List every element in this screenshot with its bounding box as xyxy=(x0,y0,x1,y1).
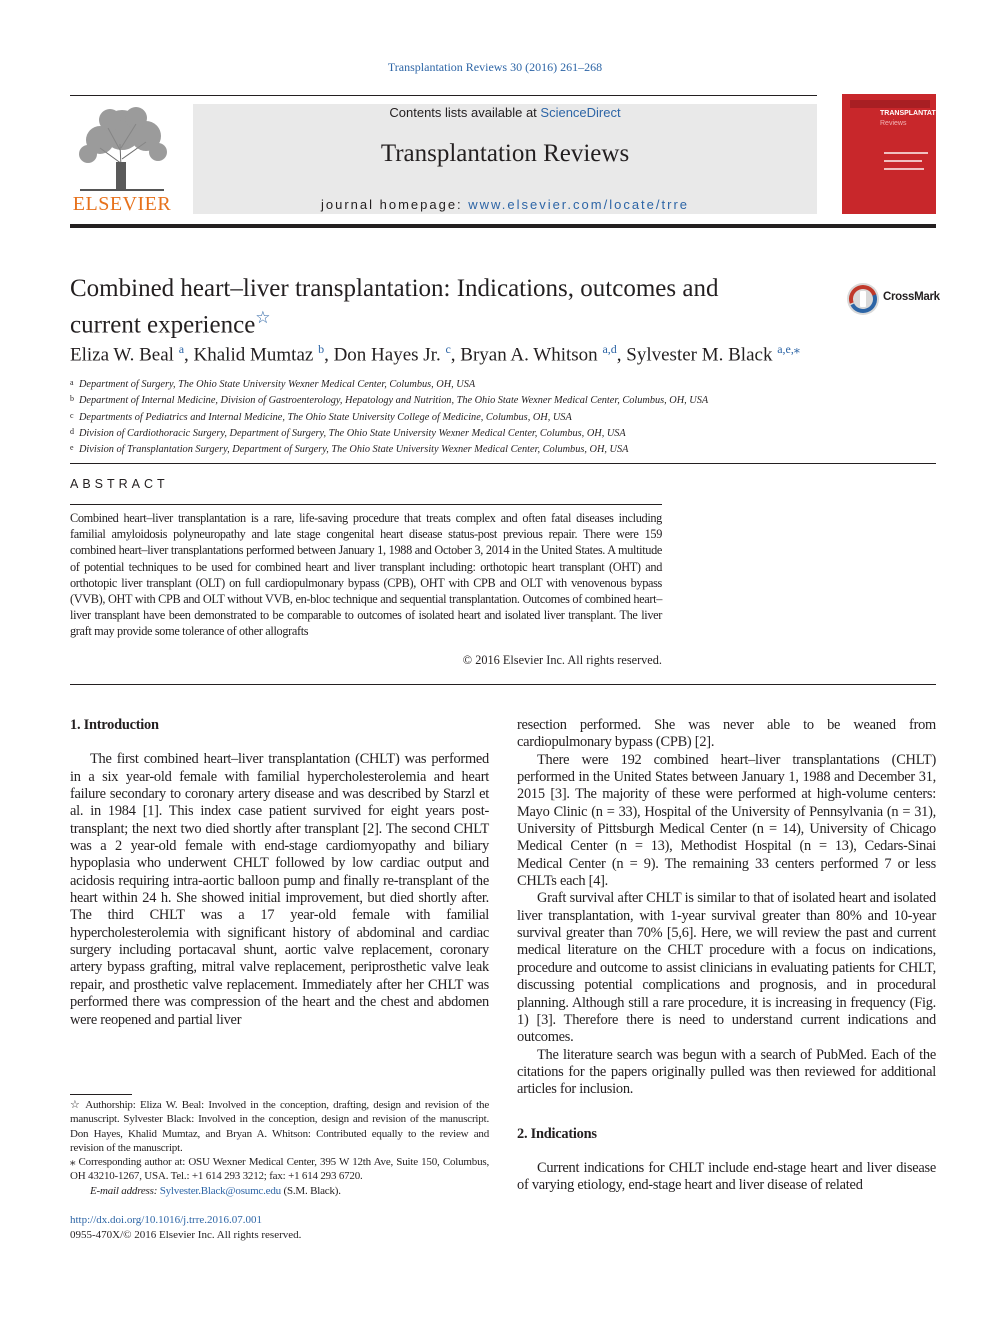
cover-line xyxy=(884,152,928,154)
email-suffix: (S.M. Black). xyxy=(280,1184,341,1197)
paper-title xyxy=(70,274,790,339)
doi-link[interactable]: http://dx.doi.org/10.1016/j.trre.2016.07.001 xyxy=(70,1214,262,1226)
body-paragraph: Graft survival after CHLT is similar to that of isolated heart and isolated liver transplantation, with 1-year survival greater than 80% and 10-year survival greater than 70% [5,6]. Here, we will review the past and current medical literature on the CHLT procedure with a focus on indications, procedure and outcome to assist clinicians in evaluating patients for CHLT, discussing potential complications and prognosis, and in procedural planning. Although still a rare procedure, it is increasing in frequency (Fig. 1) [3]. Therefore there is need to understand current indications and outcomes. xyxy=(517,890,936,1046)
body-paragraph: The literature search was begun with a search of PubMed. Each of the citations for the papers originally pulled was then reviewed for additional articles for inclusion. xyxy=(517,1046,936,1098)
affiliation-text: Department of Internal Medicine, Division of Gastroenterology, Hepatology and Nutrition, The Ohio State Wexner Medical Center, Columbus, OH, USA xyxy=(79,395,709,407)
affiliation-mark: b xyxy=(70,394,74,404)
section-heading-introduction: 1. Introduction xyxy=(70,717,159,733)
cover-line xyxy=(884,160,922,162)
affiliation-text: Departments of Pediatrics and Internal Medicine, The Ohio State University College of Medicine, Columbus, OH, USA xyxy=(79,411,572,423)
body-paragraph: There were 192 combined heart–liver transplantations (CHLT) performed in the United States between January 1, 1988 and December 31, 2015 [3]. The majority of these were performed at high-volume centers: Mayo Clinic (n = 33), Hospital of the University of Pennsylvania (n = 31), University of Pittsburgh Medical Center (n = 14), University of Chicago Medical Center (n = 13), Methodist Hospital (n = 13), Cedars-Sinai Medical Center (n = 9). The remaining 33 centers performed 7 or less CHLTs each [4]. xyxy=(517,751,936,890)
affiliation-list xyxy=(70,376,930,457)
sciencedirect-link[interactable]: ScienceDirect xyxy=(540,105,621,120)
affiliation-text: Department of Surgery, The Ohio State University Wexner Medical Center, Columbus, OH, USA xyxy=(79,379,476,390)
author-list: Eliza W. Beal $^a$, Khalid Mumtaz $^b$, Don Hayes Jr. $^c$, Bryan A. Whitson $^{a,d}$, Sylvester M. Black $^{a,e,⁎}$ xyxy=(70,342,800,366)
author-affiliation-mark[interactable]: b xyxy=(318,342,325,356)
body-paragraph: The first combined heart–liver transplantation (CHLT) was performed in a six year-old female with familial hypercholesterolemia and heart failure secondary to coronary artery disease and was described by Starzl et al. in 1984 [1]. This index case patient survived for eight years post-transplant; the next two died shortly after transplant [2]. The second CHLT was a 2 year-old female with end-stage cardiomyopathy and biliary hypoplasia who underwent CHLT followed by low cardiac output and acidosis requiring intra-aortic balloon pump and finally re-transplant of the heart within 24 h. She showed initial improvement, but died shortly after. The third CHLT was a 17 year-old female with familial hypercholesterolemia with significant history of abdominal and cardiac surgery including portacaval shunt, aortic valve replacement, coronary artery bypass grafting, mitral valve replacement, periprosthetic valve leak repair, and prosthetic valve replacement. Immediately after her CHLT was performed there was compression of the heart and the chest and abdomen were reopened and partial liver xyxy=(70,751,489,1028)
journal-homepage-line xyxy=(193,197,817,212)
crossmark-badge[interactable] xyxy=(846,282,940,316)
cover-subtitle: Reviews xyxy=(880,120,907,127)
affiliation-item xyxy=(70,376,930,392)
affiliation-item xyxy=(70,392,930,408)
affiliation-text: Division of Transplantation Surgery, Department of Surgery, The Ohio State University Wexner Medical Center, Columbus, OH, USA xyxy=(79,444,629,456)
footnote-corresponding-author: ⁎ Corresponding author at: OSU Wexner Medical Center, 395 W 12th Ave, Suite 150, Columbus, OH 43210-1267, USA. Tel.: +1 614 293 3212; fax: +1 614 293 6720. xyxy=(70,1156,489,1183)
issn-copyright: 0955-470X/© 2016 Elsevier Inc. All rights reserved. xyxy=(70,1229,302,1241)
affiliation-mark: c xyxy=(70,410,74,420)
author-affiliation-mark[interactable]: a xyxy=(178,342,185,356)
affiliation-mark: d xyxy=(70,426,74,436)
section-divider xyxy=(70,463,936,464)
affiliation-item xyxy=(70,441,930,457)
body-paragraph: resection performed. She was never able to be weaned from cardiopulmonary bypass (CPB) [2]. xyxy=(517,717,936,751)
section-heading-indications: 2. Indications xyxy=(517,1125,597,1142)
journal-homepage-link[interactable]: www.elsevier.com/locate/trre xyxy=(468,197,690,212)
author-name: Don Hayes Jr. xyxy=(333,344,441,366)
body-column-left xyxy=(70,717,489,1029)
abstract-rule xyxy=(70,504,662,505)
journal-reference[interactable]: Transplantation Reviews 30 (2016) 261–268 xyxy=(387,60,603,74)
header-rule xyxy=(70,224,936,228)
elsevier-wordmark: ELSEVIER xyxy=(72,193,172,215)
section-spacer xyxy=(517,1099,936,1126)
crossmark-icon xyxy=(846,282,880,316)
author-name: Khalid Mumtaz xyxy=(193,344,314,366)
affiliation-mark: a xyxy=(70,378,74,387)
header-top-rule xyxy=(70,95,817,96)
body-column-right xyxy=(517,717,936,1195)
footnote-rule xyxy=(70,1094,132,1095)
title-footnote-mark[interactable]: ☆ xyxy=(255,308,271,327)
heading-spacer xyxy=(517,1143,936,1160)
cover-band xyxy=(850,100,930,108)
homepage-prefix: journal homepage: xyxy=(320,197,469,212)
affiliation-text: Division of Cardiothoracic Surgery, Department of Surgery, The Ohio State University Wexner Medical Center, Columbus, OH, USA xyxy=(79,427,626,439)
email-label: E-mail address: xyxy=(90,1184,160,1197)
affiliation-mark: e xyxy=(70,443,74,453)
journal-title: Transplantation Reviews xyxy=(380,140,630,167)
author-name: Bryan A. Whitson xyxy=(460,344,598,366)
author-affiliation-mark[interactable]: a,e,⁎ xyxy=(777,342,800,356)
cover-title: TRANSPLANTATION xyxy=(880,110,949,117)
cover-line xyxy=(884,168,924,170)
email-link[interactable]: Sylvester.Black@osumc.edu xyxy=(159,1184,281,1197)
footnotes xyxy=(70,1098,489,1198)
author-affiliation-mark[interactable]: a,d xyxy=(602,342,617,356)
body-paragraph: Current indications for CHLT include end-stage heart and liver disease of varying etiology, end-stage heart and liver disease of related xyxy=(517,1159,936,1194)
affiliation-item xyxy=(70,409,930,425)
heading-spacer xyxy=(70,734,489,751)
author-name: Eliza W. Beal xyxy=(70,344,174,366)
affiliation-item xyxy=(70,425,930,441)
contents-prefix: Contents lists available at xyxy=(389,105,541,120)
author-affiliation-mark[interactable]: c xyxy=(445,342,451,356)
footnote-email xyxy=(70,1184,489,1198)
crossmark-label: CrossMark xyxy=(883,291,940,303)
title-text: Combined heart–liver transplantation: Indications, outcomes and current experience xyxy=(70,275,719,339)
abstract-copyright: © 2016 Elsevier Inc. All rights reserved. xyxy=(462,653,662,667)
journal-cover-thumbnail[interactable] xyxy=(842,94,949,214)
contents-availability-line xyxy=(193,105,817,120)
author-name: Sylvester M. Black xyxy=(626,344,773,366)
section-divider xyxy=(70,684,936,685)
abstract-heading: ABSTRACT xyxy=(70,477,169,491)
footnote-authorship: ☆ Authorship: Eliza W. Beal: Involved in the conception, drafting, design and revision of the manuscript. Sylvester Black: Involved in the conception, design and revision of the manuscript. Don Hayes, Khalid Mumtaz, and Bryan A. Whitson: Contributed equally to the review and revision of the manuscript. xyxy=(70,1099,489,1154)
abstract-body: Combined heart–liver transplantation is a rare, life-saving procedure that treats complex and often fatal diseases including familial amyloidosis polyneuropathy and late stage congenital heart disease status-post previous repair. There were 159 combined heart–liver transplantations performed between January 1, 1988 and October 3, 2014 in the United States. A multitude of potential techniques to be used for combined heart and liver transplant including: orthotopic heart transplant (OHT) and orthotopic liver transplant (OLT) on full cardiopulmonary bypass (CPB), OHT with CPB and OLT with venovenous bypass (VVB), OHT with CPB and OLT without VVB, en-bloc technique and sequential transplantation. Outcomes of combined heart–liver transplant have been demonstrated to be comparable to outcomes of isolated heart and isolated liver transplant. The liver graft may provide some tolerance of other allografts xyxy=(70,511,662,639)
